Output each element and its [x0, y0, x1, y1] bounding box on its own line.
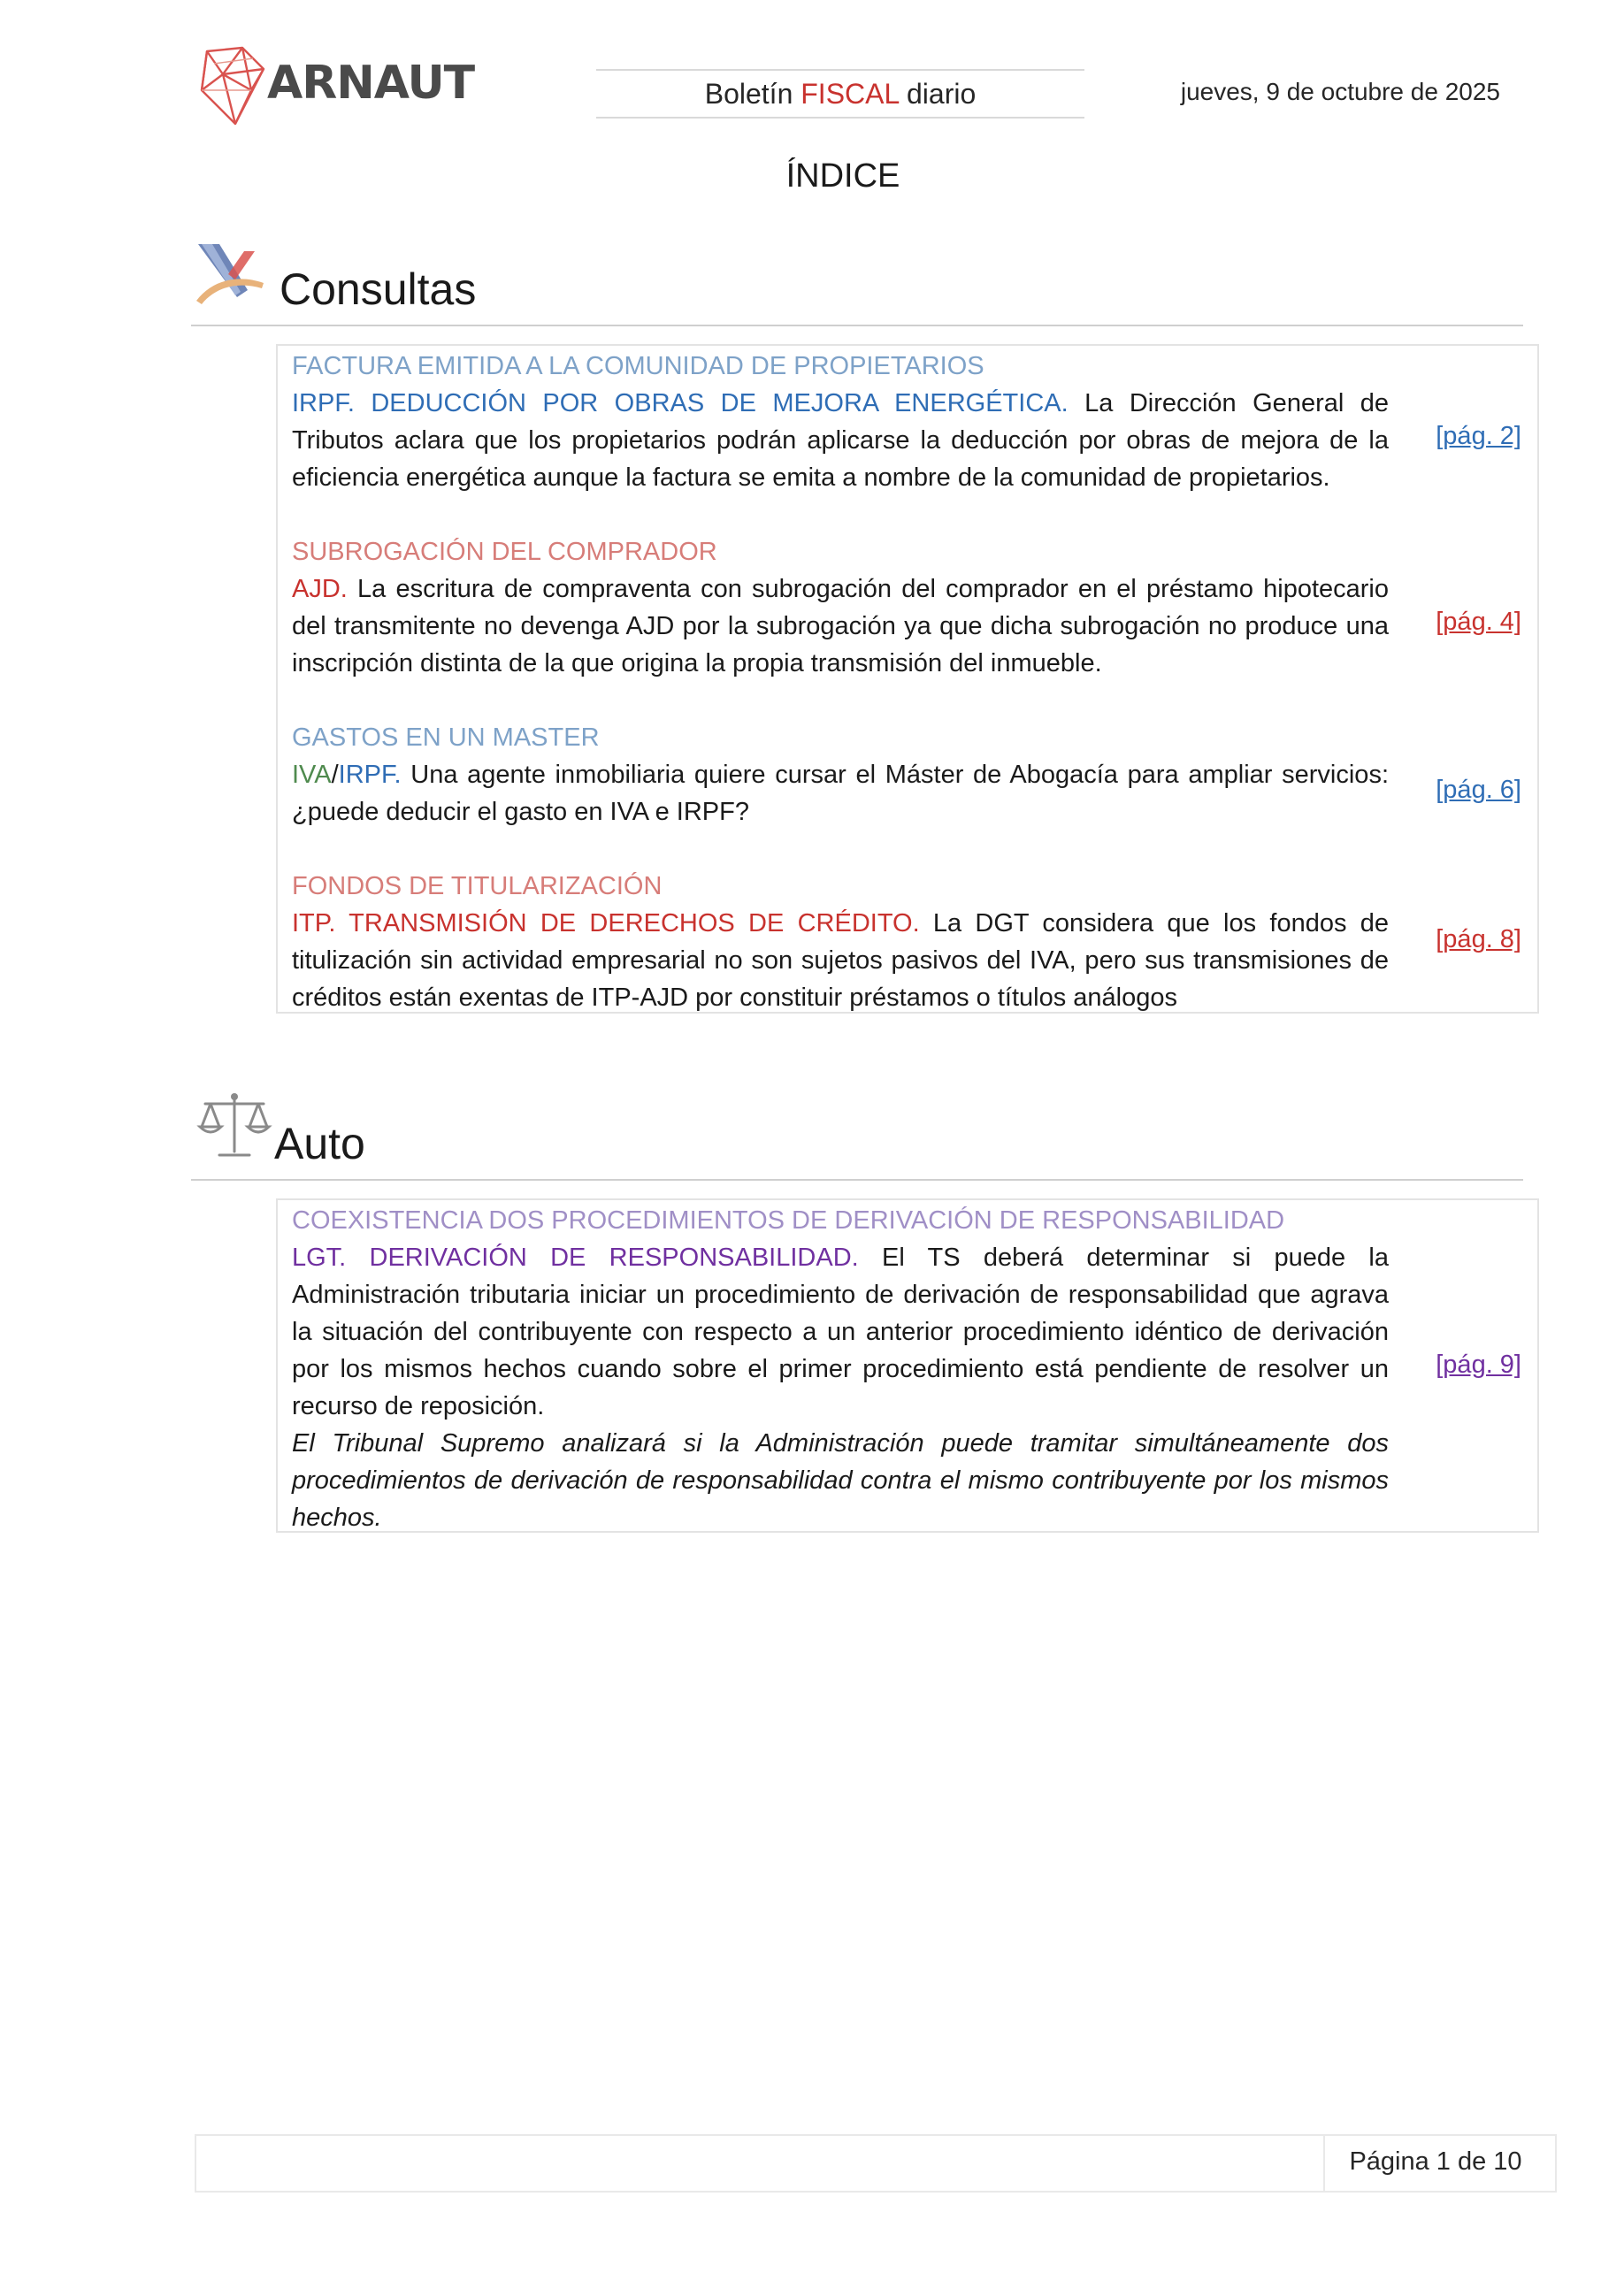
auto-index-box	[276, 1198, 1539, 1533]
arnaut-logo	[196, 44, 475, 133]
entry-lead: ITP. TRANSMISIÓN DE DERECHOS DE CRÉDITO.	[292, 909, 920, 938]
entry-lead-iva: IVA	[292, 761, 332, 789]
entry-summary: El TS deberá determinar si puede la Administración tributaria iniciar un procedimiento de derivación de responsabilidad que agrava la situación del contribuyente con respecto a un anterior procedimiento idéntico de derivación por los mismos hechos cuando sobre el primer procedimiento está pendiente de resolver un recurso de reposición.	[292, 1244, 1390, 1420]
index-entry	[292, 533, 1389, 682]
section-divider	[191, 325, 1523, 326]
entry-kicker: FACTURA EMITIDA A LA COMUNIDAD DE PROPIETARIOS	[292, 352, 984, 380]
entry-summary: La DGT considera que los fondos de titulización sin actividad empresarial no son sujetos pasivos del IVA, pero sus transmisiones de créditos están exentas de ITP-AJD por constituir préstamos o títulos análogos	[292, 909, 1389, 1012]
bulletin-title: Boletín FISCAL diario	[596, 69, 1084, 119]
entry-summary: La escritura de compraventa con subrogación del comprador en el préstamo hipotecario del transmitente no devenga AJD por la subrogación ya que dicha subrogación no produce una inscripción distinta de la que origina la propia transmisión del inmueble.	[292, 575, 1389, 677]
entry-lead: AJD.	[292, 575, 348, 603]
entry-kicker: COEXISTENCIA DOS PROCEDIMIENTOS DE DERIVACIÓN DE RESPONSABILIDAD	[292, 1206, 1285, 1235]
tax-agency-logo-icon	[193, 239, 269, 315]
scales-of-justice-icon	[196, 1090, 272, 1166]
page-number: Página 1 de 10	[1349, 2147, 1522, 2176]
index-entry: GASTOS EN UN MASTER IVA/IRPF. Una agente inmobiliaria quiere cursar el Máster de Abogacía para ampliar servicios: ¿puede deducir el gasto en IVA e IRPF?	[292, 719, 1389, 830]
logo-wordmark: ARNAUT	[267, 57, 475, 110]
page-link[interactable]: [pág. 4]	[1436, 608, 1521, 636]
section-title-auto: Auto	[274, 1119, 365, 1168]
index-entry	[292, 1202, 1389, 1536]
entry-kicker: SUBROGACIÓN DEL COMPRADOR	[292, 538, 717, 566]
entry-note: El Tribunal Supremo analizará si la Administración puede tramitar simultáneamente dos procedimientos de derivación de responsabilidad contra el mismo contribuyente por los mismos hechos.	[292, 1429, 1389, 1532]
publication-date: jueves, 9 de octubre de 2025	[1180, 78, 1500, 105]
page-link[interactable]: [pág. 6]	[1436, 776, 1521, 804]
index-entry	[292, 868, 1389, 1016]
entry-kicker: GASTOS EN UN MASTER	[292, 723, 600, 752]
section-title-consultas: Consultas	[280, 264, 477, 314]
entry-summary: La Dirección General de Tributos aclara que los propietarios podrán aplicarse la deducción por obras de mejora de la eficiencia energética aunque la factura se emita a nombre de la comunidad de propietarios.	[292, 389, 1389, 492]
entry-lead: IRPF. DEDUCCIÓN POR OBRAS DE MEJORA ENERGÉTICA.	[292, 389, 1069, 417]
page-link[interactable]: [pág. 2]	[1436, 422, 1521, 450]
entry-lead: LGT. DERIVACIÓN DE RESPONSABILIDAD.	[292, 1244, 859, 1272]
entry-kicker: FONDOS DE TITULARIZACIÓN	[292, 872, 663, 900]
bulletin-fiscal-word: FISCAL	[801, 78, 900, 110]
section-divider	[191, 1179, 1523, 1181]
consultas-index-box	[276, 344, 1539, 1014]
entry-summary: Una agente inmobiliaria quiere cursar el Máster de Abogacía para ampliar servicios: ¿puede deducir el gasto en IVA e IRPF?	[292, 761, 1389, 826]
diamond-logo-icon	[196, 44, 267, 133]
index-entry	[292, 348, 1389, 496]
page-link[interactable]: [pág. 9]	[1436, 1351, 1521, 1379]
page-link[interactable]: [pág. 8]	[1436, 925, 1521, 953]
index-title: ÍNDICE	[785, 157, 900, 195]
entry-lead-irpf: IRPF.	[338, 761, 402, 789]
